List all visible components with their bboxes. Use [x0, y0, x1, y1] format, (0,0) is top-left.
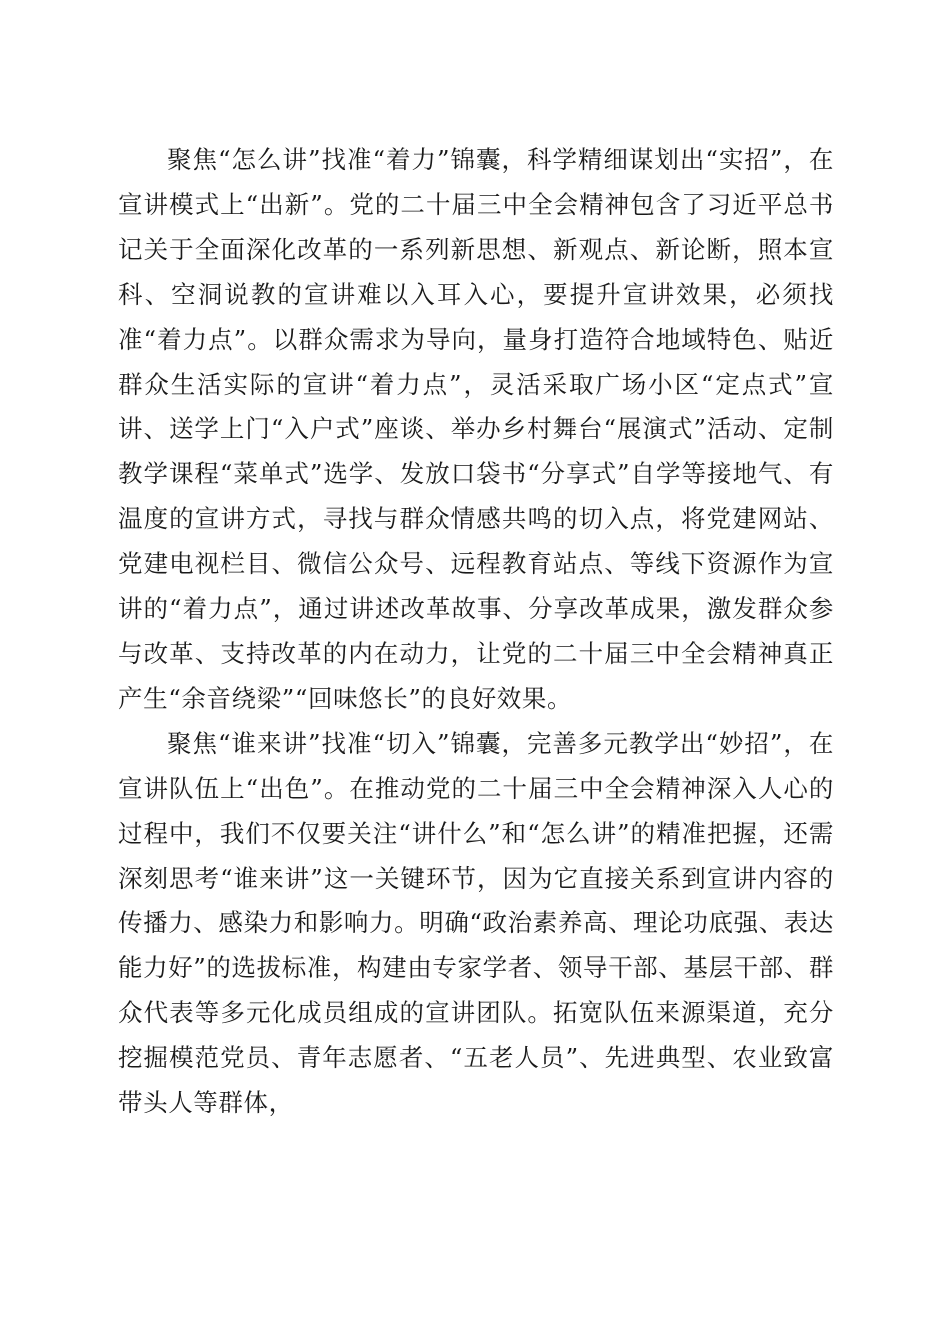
paragraph-how-to-preach: 聚焦“怎么讲”找准“着力”锦囊，科学精细谋划出“实招”，在宣讲模式上“出新”。党的二十届三中全会精神包含了习近平总书记关于全面深化改革的一系列新思想、新观点、新论断，照本宣科、空洞说教的宣讲难以入耳入心，要提升宣讲效果，必须找准“着力点”。以群众需求为导向，量身打造符合地域特色、贴近群众生活实际的宣讲“着力点”，灵活采取广场小区“定点式”宣讲、送学上门“入户式”座谈、举办乡村舞台“展演式”活动、定制教学课程“菜单式”选学、发放口袋书“分享式”自学等接地气、有温度的宣讲方式，寻找与群众情感共鸣的切入点，将党建网站、党建电视栏目、微信公众号、远程教育站点、等线下资源作为宣讲的“着力点”，通过讲述改革故事、分享改革成果，激发群众参与改革、支持改革的内在动力，让党的二十届三中全会精神真正产生“余音绕梁”“回味悠长”的良好效果。 — [118, 145, 834, 713]
paragraph-who-preaches: 聚焦“谁来讲”找准“切入”锦囊，完善多元教学出“妙招”，在宣讲队伍上“出色”。在推动党的二十届三中全会精神深入人心的过程中，我们不仅要关注“讲什么”和“怎么讲”的精准把握，还需深刻思考“谁来讲”这一关键环节，因为它直接关系到宣讲内容的传播力、感染力和影响力。明确“政治素养高、理论功底强、表达能力好”的选拔标准，构建由专家学者、领导干部、基层干部、群众代表等多元化成员组成的宣讲团队。拓宽队伍来源渠道，充分挖掘模范党员、青年志愿者、“五老人员”、先进典型、农业致富带头人等群体， — [118, 728, 834, 1118]
document-body — [118, 138, 834, 1126]
